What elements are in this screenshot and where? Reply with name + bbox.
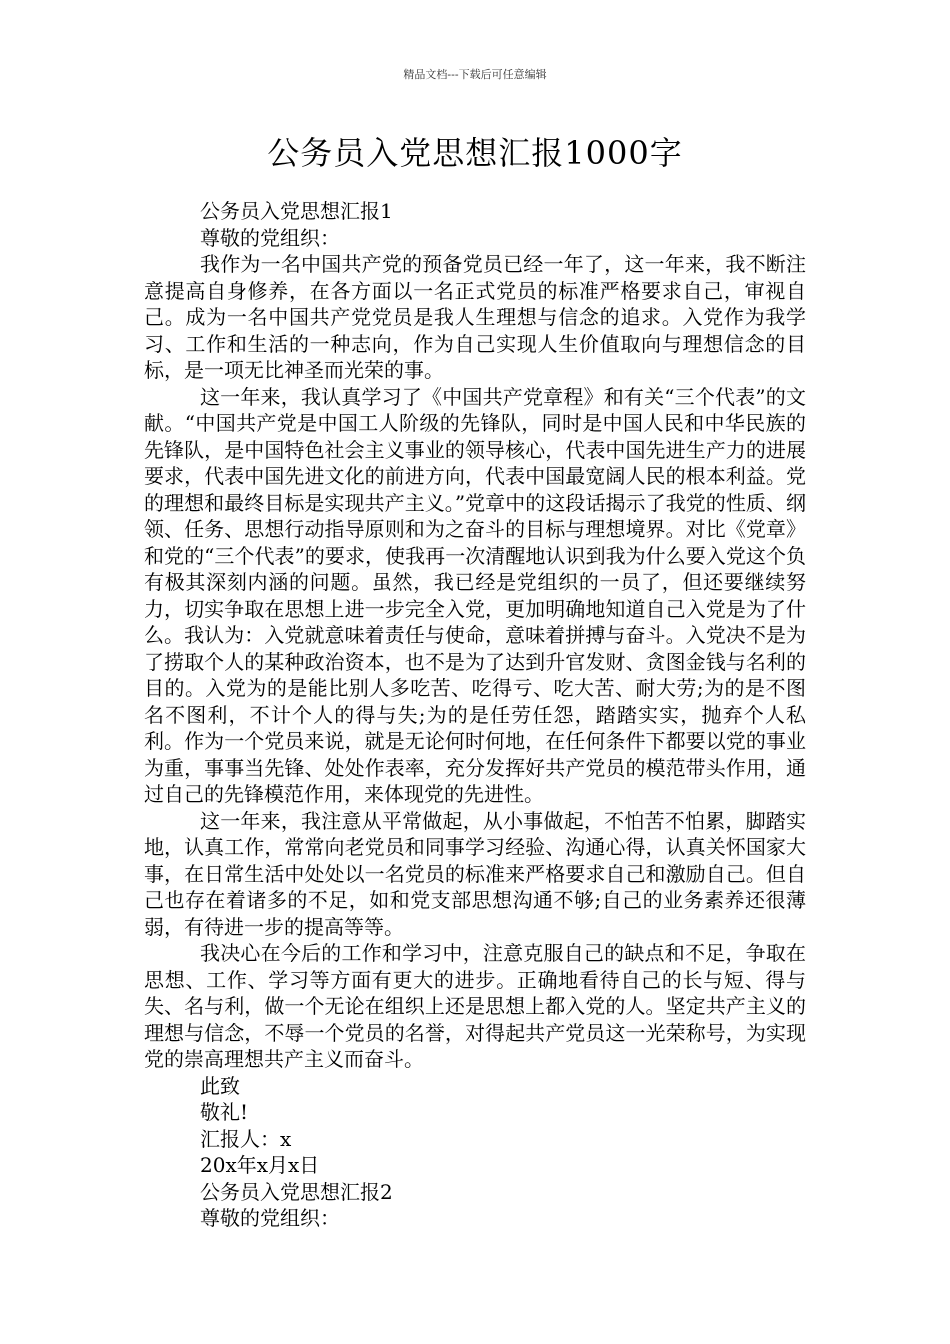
report1-closing: 此致: [200, 1073, 240, 1098]
report1-paragraph-1: 我作为一名中国共产党的预备党员已经一年了，这一年来，我不断注意提高自身修养，在各方面以一名正式党员的标准严格要求自己，审视自己。成为一名中国共产党党员是我人生理想与信念的追求。入党作为我学习、工作和生活的一种志向，作为自己实现人生价值取向与理想信念的目标，是一项无比神圣而光荣的事。: [144, 252, 806, 382]
document-body: [144, 198, 806, 1232]
report1-paragraph-3: 这一年来，我注意从平常做起，从小事做起，不怕苦不怕累，脚踏实地，认真工作，常常向老党员和同事学习经验、沟通心得，认真关怀国家大事，在日常生活中处处以一名党员的标准来严格要求自己和激励自己。但自己也存在着诸多的不足，如和党支部思想沟通不够;自己的业务素养还很薄弱，有待进一步的提高等等。: [144, 808, 806, 939]
report1-reporter: 汇报人：x: [200, 1126, 292, 1151]
document-title: 公务员入党思想汇报1000字: [267, 134, 683, 172]
report1-paragraph-2: 这一年来，我认真学习了《中国共产党章程》和有关“三个代表”的文献。“中国共产党是中国工人阶级的先锋队，同时是中国人民和中华民族的先锋队，是中国特色社会主义事业的领导核心，代表中国先进生产力的进展要求，代表中国先进文化的前进方向，代表中国最宽阔人民的根本利益。党的理想和最终目标是实现共产主义。”党章中的这段话揭示了我党的性质、纲领、任务、思想行动指导原则和为之奋斗的目标与理想境界。对比《党章》和党的“三个代表”的要求，使我再一次清醒地认识到我为什么要入党这个负有极其深刻内涵的问题。虽然，我已经是党组织的一员了，但还要继续努力，切实争取在思想上进一步完全入党，更加明确地知道自己入党是为了什么。我认为：入党就意味着责任与使命，意味着拼搏与奋斗。入党决不是为了捞取个人的某种政治资本，也不是为了达到升官发财、贪图金钱与名利的目的。入党为的是能比别人多吃苦、吃得亏、吃大苦、耐大劳;为的是不图名不图利，不计个人的得与失;为的是任劳任怨，踏踏实实，抛弃个人私利。作为一个党员来说，就是无论何时何地，在任何条件下都要以党的事业为重，事事当先锋、处处作表率，充分发挥好共产党员的模范带头作用，通过自己的先锋模范作用，来体现党的先进性。: [144, 384, 806, 806]
report1-paragraph-4: 我决心在今后的工作和学习中，注意克服自己的缺点和不足，争取在思想、工作、学习等方面有更大的进步。正确地看待自己的长与短、得与失、名与利，做一个无论在组织上还是思想上都入党的人。坚定共产主义的理想与信念，不辱一个党员的名誉，对得起共产党员这一光荣称号，为实现党的崇高理想共产主义而奋斗。: [144, 941, 806, 1071]
report1-salute: 敬礼!: [200, 1100, 249, 1124]
report1-heading: 公务员入党思想汇报1: [200, 199, 393, 223]
report1-salutation: 尊敬的党组织：: [200, 225, 340, 250]
report2-heading: 公务员入党思想汇报2: [200, 1179, 393, 1204]
header-note: 精品文档---下载后可任意编辑: [403, 68, 547, 81]
report1-date: 20x年x月x日: [200, 1153, 320, 1177]
report2-salutation: 尊敬的党组织：: [200, 1206, 340, 1230]
